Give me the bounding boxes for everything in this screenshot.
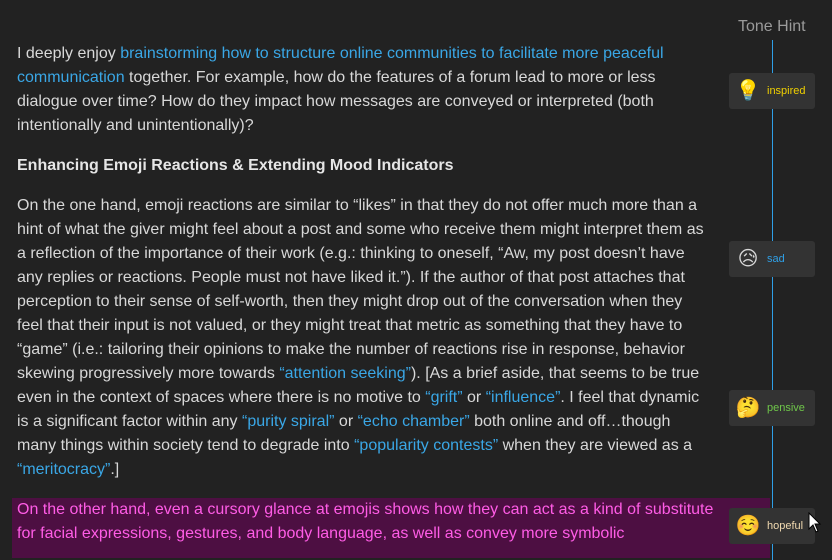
- meritocracy-link[interactable]: “meritocracy”: [17, 461, 111, 478]
- para-text: . I feel that dynamic is a significant factor within any: [17, 389, 700, 430]
- thinking-face-icon: 🤔: [735, 397, 761, 419]
- tone-hint-sad[interactable]: [729, 241, 815, 277]
- para-text: .]: [110, 461, 120, 478]
- mouse-cursor-icon: [808, 512, 822, 534]
- intro-paragraph: [17, 42, 709, 138]
- lightbulb-icon: 💡: [735, 80, 761, 102]
- attention-seeking-link[interactable]: “attention seeking”: [279, 365, 411, 382]
- tone-hint-label: pensive: [767, 402, 805, 414]
- grift-link[interactable]: “grift”: [425, 389, 463, 406]
- tone-hint-inspired[interactable]: [729, 73, 815, 109]
- echo-chamber-link[interactable]: “echo chamber”: [357, 413, 470, 430]
- tone-hint-hopeful[interactable]: [729, 508, 815, 544]
- emoji-paragraph: [17, 194, 709, 482]
- para-text: On the one hand, emoji reactions are similar to “likes” in that they do not offer much more than a hint of what the giver might feel about a post and some who receive them might interpret them as a reflection of the importance of their work (e.g.: thinking to oneself, “Aw, my post doesn’t have any replies or reactions. People must not have liked it.”). If the author of that post attaches that perception to their sense of self-worth, then they might drop out of the conversation when they feel that their input is not valued, or they might treat that metric as something that they have to “game” (i.e.: tailoring their opinions to make the number of reactions rise in response, behavior skewing progressively more towards: [17, 197, 704, 382]
- purity-spiral-link[interactable]: “purity spiral”: [242, 413, 335, 430]
- para-text: ). [As a brief aside, that seems to be true even in the context of spaces where there is no motive to: [17, 365, 700, 406]
- article-body: [17, 42, 709, 498]
- tone-hint-pensive[interactable]: [729, 390, 815, 426]
- para-text: when they are viewed as a: [498, 437, 693, 454]
- para-text: or: [462, 389, 486, 406]
- tone-hint-label: sad: [767, 253, 785, 265]
- tone-hint-title: Tone Hint: [738, 18, 806, 35]
- section-heading: Enhancing Emoji Reactions & Extending Mood Indicators: [17, 157, 454, 174]
- tone-hint-label: hopeful: [767, 520, 804, 532]
- tone-hint-label: inspired: [767, 85, 806, 97]
- influence-link[interactable]: “influence”: [485, 389, 561, 406]
- brainstorming-link[interactable]: brainstorming how to structure online communities to facilitate more peaceful communication: [17, 45, 664, 86]
- para-text: both online and off…though many things within society tend to degrade into: [17, 413, 671, 454]
- popularity-contests-link[interactable]: “popularity contests”: [354, 437, 499, 454]
- tone-timeline: [772, 40, 773, 560]
- intro-text-cont: together. For example, how do the features of a forum lead to more or less dialogue over time? How do they impact how messages are conveyed or interpreted (both intentionally and unintentionally)?: [17, 69, 656, 134]
- para-text: or: [334, 413, 358, 430]
- selected-paragraph-text[interactable]: On the other hand, even a cursory glance at emojis shows how they can act as a kind of substitute for facial expressions, gestures, and body language, as well as convey more symbolic: [17, 501, 714, 542]
- sad-face-icon: 😥: [737, 248, 759, 270]
- smiling-face-icon: ☺️: [735, 515, 761, 537]
- intro-text: I deeply enjoy: [17, 45, 121, 62]
